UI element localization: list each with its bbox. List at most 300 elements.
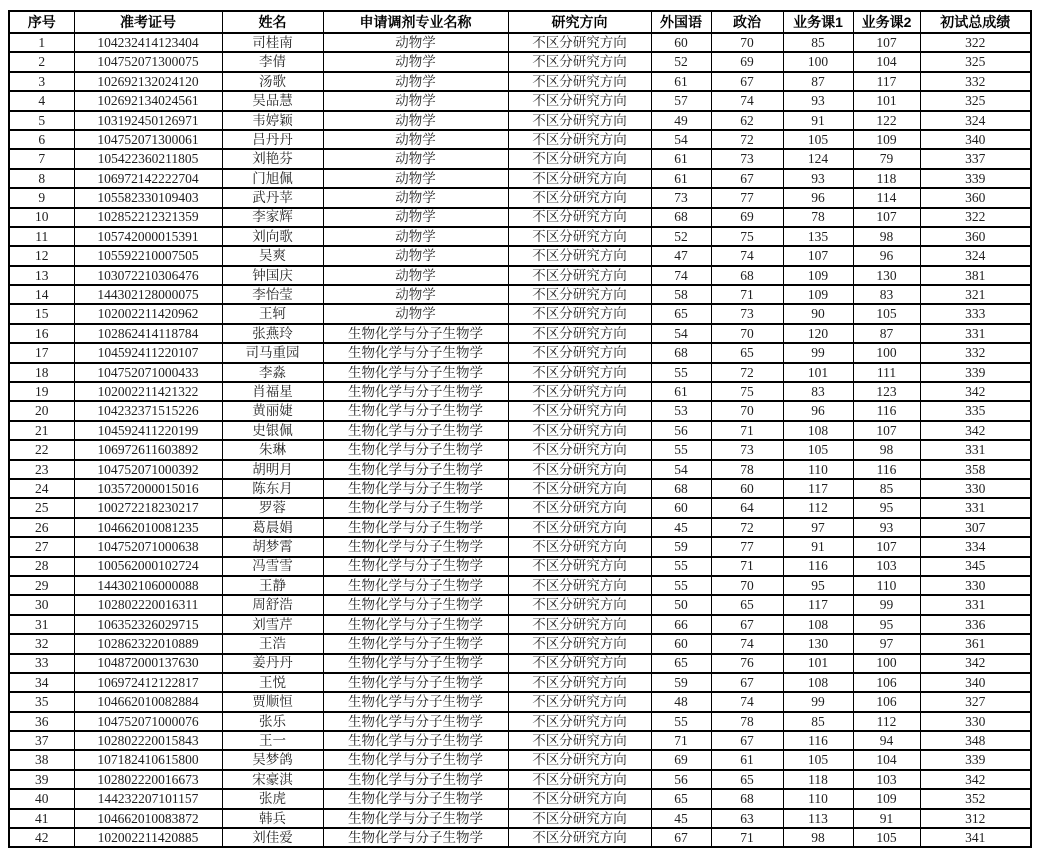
politics-score-cell: 70: [711, 401, 783, 420]
exam-id-cell: 104592411220199: [74, 421, 222, 440]
table-row: [9, 91, 1031, 110]
major-cell: 动物学: [323, 246, 508, 265]
politics-score-cell: 67: [711, 731, 783, 750]
major-cell: 动物学: [323, 91, 508, 110]
name-cell: 司马重园: [222, 343, 323, 362]
course2-score-cell: 123: [853, 382, 920, 401]
foreign-language-score-cell: 55: [651, 557, 711, 576]
major-cell: 生物化学与分子生物学: [323, 421, 508, 440]
research-direction-cell: 不区分研究方向: [508, 809, 651, 828]
major-cell: 生物化学与分子生物学: [323, 712, 508, 731]
course1-score-cell: 110: [783, 789, 853, 808]
course2-score-cell: 97: [853, 634, 920, 653]
table-row: [9, 382, 1031, 401]
course1-score-cell: 107: [783, 246, 853, 265]
course2-score-cell: 114: [853, 188, 920, 207]
research-direction-cell: 不区分研究方向: [508, 72, 651, 91]
name-cell: 张燕玲: [222, 324, 323, 343]
foreign-language-score-cell: 54: [651, 324, 711, 343]
total-score-cell: 339: [920, 169, 1031, 188]
index-cell: 23: [9, 460, 74, 479]
index-cell: 31: [9, 615, 74, 634]
table-row: [9, 208, 1031, 227]
major-cell: 生物化学与分子生物学: [323, 576, 508, 595]
politics-score-cell: 75: [711, 382, 783, 401]
total-score-cell: 342: [920, 654, 1031, 673]
table-row: [9, 188, 1031, 207]
politics-score-cell: 67: [711, 615, 783, 634]
total-score-cell: 342: [920, 421, 1031, 440]
course2-score-cell: 106: [853, 673, 920, 692]
name-cell: 刘佳爱: [222, 828, 323, 847]
course2-score-cell: 109: [853, 789, 920, 808]
major-cell: 动物学: [323, 208, 508, 227]
index-cell: 26: [9, 518, 74, 537]
foreign-language-score-cell: 56: [651, 770, 711, 789]
name-cell: 周舒浩: [222, 595, 323, 614]
politics-score-cell: 72: [711, 518, 783, 537]
exam-id-cell: 103192450126971: [74, 111, 222, 130]
name-cell: 吴品慧: [222, 91, 323, 110]
research-direction-cell: 不区分研究方向: [508, 246, 651, 265]
course1-score-cell: 96: [783, 401, 853, 420]
research-direction-cell: 不区分研究方向: [508, 363, 651, 382]
politics-score-cell: 62: [711, 111, 783, 130]
table-row: [9, 557, 1031, 576]
course1-score-cell: 130: [783, 634, 853, 653]
name-cell: 王一: [222, 731, 323, 750]
total-score-cell: 307: [920, 518, 1031, 537]
exam-id-cell: 104662010082884: [74, 692, 222, 711]
course2-score-cell: 87: [853, 324, 920, 343]
course2-score-cell: 100: [853, 343, 920, 362]
name-cell: 王静: [222, 576, 323, 595]
table-row: [9, 324, 1031, 343]
total-score-cell: 334: [920, 537, 1031, 556]
name-cell: 胡明月: [222, 460, 323, 479]
politics-score-cell: 73: [711, 149, 783, 168]
course2-score-cell: 98: [853, 227, 920, 246]
name-cell: 王轲: [222, 304, 323, 323]
exam-id-cell: 144302106000088: [74, 576, 222, 595]
total-score-cell: 345: [920, 557, 1031, 576]
header-exam-id: 准考证号: [74, 11, 222, 33]
table-row: [9, 421, 1031, 440]
name-cell: 贾顺恒: [222, 692, 323, 711]
major-cell: 动物学: [323, 304, 508, 323]
index-cell: 42: [9, 828, 74, 847]
foreign-language-score-cell: 45: [651, 809, 711, 828]
course2-score-cell: 105: [853, 304, 920, 323]
exam-id-cell: 107182410615800: [74, 750, 222, 769]
table-row: [9, 479, 1031, 498]
course1-score-cell: 117: [783, 595, 853, 614]
exam-id-cell: 100562000102724: [74, 557, 222, 576]
table-row: [9, 149, 1031, 168]
major-cell: 生物化学与分子生物学: [323, 809, 508, 828]
total-score-cell: 381: [920, 266, 1031, 285]
header-total-score: 初试总成绩: [920, 11, 1031, 33]
table-row: [9, 111, 1031, 130]
table-row: [9, 537, 1031, 556]
course2-score-cell: 96: [853, 246, 920, 265]
research-direction-cell: 不区分研究方向: [508, 518, 651, 537]
exam-id-cell: 106972611603892: [74, 440, 222, 459]
name-cell: 吴爽: [222, 246, 323, 265]
total-score-cell: 336: [920, 615, 1031, 634]
major-cell: 生物化学与分子生物学: [323, 440, 508, 459]
name-cell: 吴梦鸽: [222, 750, 323, 769]
foreign-language-score-cell: 54: [651, 130, 711, 149]
name-cell: 罗蓉: [222, 498, 323, 517]
course1-score-cell: 105: [783, 750, 853, 769]
index-cell: 27: [9, 537, 74, 556]
name-cell: 陈东月: [222, 479, 323, 498]
name-cell: 肖福星: [222, 382, 323, 401]
exam-id-cell: 105742000015391: [74, 227, 222, 246]
foreign-language-score-cell: 55: [651, 440, 711, 459]
total-score-cell: 335: [920, 401, 1031, 420]
index-cell: 15: [9, 304, 74, 323]
course1-score-cell: 108: [783, 615, 853, 634]
course1-score-cell: 124: [783, 149, 853, 168]
course2-score-cell: 110: [853, 576, 920, 595]
course2-score-cell: 116: [853, 401, 920, 420]
major-cell: 动物学: [323, 188, 508, 207]
politics-score-cell: 64: [711, 498, 783, 517]
index-cell: 2: [9, 52, 74, 71]
research-direction-cell: 不区分研究方向: [508, 343, 651, 362]
major-cell: 生物化学与分子生物学: [323, 537, 508, 556]
index-cell: 34: [9, 673, 74, 692]
course1-score-cell: 99: [783, 692, 853, 711]
index-cell: 9: [9, 188, 74, 207]
index-cell: 7: [9, 149, 74, 168]
total-score-cell: 312: [920, 809, 1031, 828]
research-direction-cell: 不区分研究方向: [508, 712, 651, 731]
politics-score-cell: 75: [711, 227, 783, 246]
name-cell: 王悦: [222, 673, 323, 692]
major-cell: 生物化学与分子生物学: [323, 363, 508, 382]
research-direction-cell: 不区分研究方向: [508, 731, 651, 750]
header-course2: 业务课2: [853, 11, 920, 33]
politics-score-cell: 65: [711, 595, 783, 614]
research-direction-cell: 不区分研究方向: [508, 770, 651, 789]
politics-score-cell: 65: [711, 343, 783, 362]
politics-score-cell: 70: [711, 324, 783, 343]
major-cell: 生物化学与分子生物学: [323, 770, 508, 789]
index-cell: 8: [9, 169, 74, 188]
research-direction-cell: 不区分研究方向: [508, 789, 651, 808]
table-row: [9, 809, 1031, 828]
politics-score-cell: 69: [711, 208, 783, 227]
exam-id-cell: 102862322010889: [74, 634, 222, 653]
index-cell: 29: [9, 576, 74, 595]
major-cell: 生物化学与分子生物学: [323, 595, 508, 614]
total-score-cell: 324: [920, 111, 1031, 130]
course1-score-cell: 118: [783, 770, 853, 789]
score-table-body: [9, 33, 1031, 847]
table-row: [9, 770, 1031, 789]
header-index: 序号: [9, 11, 74, 33]
course1-score-cell: 85: [783, 33, 853, 52]
index-cell: 20: [9, 401, 74, 420]
index-cell: 37: [9, 731, 74, 750]
exam-id-cell: 104662010081235: [74, 518, 222, 537]
exam-id-cell: 106352326029715: [74, 615, 222, 634]
major-cell: 生物化学与分子生物学: [323, 557, 508, 576]
table-row: [9, 595, 1031, 614]
course2-score-cell: 85: [853, 479, 920, 498]
course1-score-cell: 116: [783, 557, 853, 576]
table-row: [9, 227, 1031, 246]
name-cell: 黄丽婕: [222, 401, 323, 420]
course2-score-cell: 109: [853, 130, 920, 149]
total-score-cell: 332: [920, 343, 1031, 362]
major-cell: 生物化学与分子生物学: [323, 479, 508, 498]
politics-score-cell: 65: [711, 770, 783, 789]
politics-score-cell: 74: [711, 91, 783, 110]
politics-score-cell: 72: [711, 363, 783, 382]
name-cell: 刘艳芬: [222, 149, 323, 168]
foreign-language-score-cell: 65: [651, 654, 711, 673]
course2-score-cell: 79: [853, 149, 920, 168]
course2-score-cell: 117: [853, 72, 920, 91]
index-cell: 10: [9, 208, 74, 227]
exam-id-cell: 102692134024561: [74, 91, 222, 110]
foreign-language-score-cell: 56: [651, 421, 711, 440]
name-cell: 朱琳: [222, 440, 323, 459]
index-cell: 40: [9, 789, 74, 808]
politics-score-cell: 73: [711, 304, 783, 323]
course1-score-cell: 93: [783, 91, 853, 110]
name-cell: 胡梦霄: [222, 537, 323, 556]
score-table: [8, 10, 1032, 848]
total-score-cell: 348: [920, 731, 1031, 750]
total-score-cell: 352: [920, 789, 1031, 808]
table-row: [9, 169, 1031, 188]
course2-score-cell: 94: [853, 731, 920, 750]
course1-score-cell: 93: [783, 169, 853, 188]
politics-score-cell: 76: [711, 654, 783, 673]
course1-score-cell: 109: [783, 266, 853, 285]
course1-score-cell: 101: [783, 363, 853, 382]
foreign-language-score-cell: 53: [651, 401, 711, 420]
total-score-cell: 325: [920, 52, 1031, 71]
table-row: [9, 712, 1031, 731]
foreign-language-score-cell: 69: [651, 750, 711, 769]
politics-score-cell: 67: [711, 72, 783, 91]
politics-score-cell: 70: [711, 576, 783, 595]
total-score-cell: 341: [920, 828, 1031, 847]
politics-score-cell: 70: [711, 33, 783, 52]
foreign-language-score-cell: 74: [651, 266, 711, 285]
total-score-cell: 358: [920, 460, 1031, 479]
course1-score-cell: 87: [783, 72, 853, 91]
major-cell: 生物化学与分子生物学: [323, 731, 508, 750]
name-cell: 王浩: [222, 634, 323, 653]
course1-score-cell: 91: [783, 111, 853, 130]
name-cell: 李家辉: [222, 208, 323, 227]
table-row: [9, 692, 1031, 711]
total-score-cell: 361: [920, 634, 1031, 653]
exam-id-cell: 104752071300075: [74, 52, 222, 71]
course2-score-cell: 106: [853, 692, 920, 711]
research-direction-cell: 不区分研究方向: [508, 692, 651, 711]
foreign-language-score-cell: 54: [651, 460, 711, 479]
politics-score-cell: 68: [711, 266, 783, 285]
politics-score-cell: 69: [711, 52, 783, 71]
research-direction-cell: 不区分研究方向: [508, 498, 651, 517]
total-score-cell: 331: [920, 498, 1031, 517]
research-direction-cell: 不区分研究方向: [508, 750, 651, 769]
exam-id-cell: 102802220016311: [74, 595, 222, 614]
exam-id-cell: 102002211421322: [74, 382, 222, 401]
politics-score-cell: 63: [711, 809, 783, 828]
course1-score-cell: 110: [783, 460, 853, 479]
major-cell: 动物学: [323, 33, 508, 52]
exam-id-cell: 105582330109403: [74, 188, 222, 207]
index-cell: 11: [9, 227, 74, 246]
total-score-cell: 330: [920, 479, 1031, 498]
exam-id-cell: 104662010083872: [74, 809, 222, 828]
index-cell: 41: [9, 809, 74, 828]
index-cell: 21: [9, 421, 74, 440]
major-cell: 生物化学与分子生物学: [323, 382, 508, 401]
foreign-language-score-cell: 52: [651, 52, 711, 71]
total-score-cell: 327: [920, 692, 1031, 711]
table-row: [9, 363, 1031, 382]
table-row: [9, 304, 1031, 323]
course1-score-cell: 95: [783, 576, 853, 595]
index-cell: 19: [9, 382, 74, 401]
course2-score-cell: 100: [853, 654, 920, 673]
exam-id-cell: 102692132024120: [74, 72, 222, 91]
exam-id-cell: 104232414123404: [74, 33, 222, 52]
course1-score-cell: 116: [783, 731, 853, 750]
course1-score-cell: 112: [783, 498, 853, 517]
header-research-direction: 研究方向: [508, 11, 651, 33]
table-row: [9, 498, 1031, 517]
exam-id-cell: 102862414118784: [74, 324, 222, 343]
major-cell: 生物化学与分子生物学: [323, 634, 508, 653]
index-cell: 25: [9, 498, 74, 517]
table-row: [9, 266, 1031, 285]
course2-score-cell: 111: [853, 363, 920, 382]
course1-score-cell: 113: [783, 809, 853, 828]
index-cell: 38: [9, 750, 74, 769]
table-row: [9, 460, 1031, 479]
total-score-cell: 337: [920, 149, 1031, 168]
research-direction-cell: 不区分研究方向: [508, 266, 651, 285]
research-direction-cell: 不区分研究方向: [508, 33, 651, 52]
table-row: [9, 634, 1031, 653]
table-row: [9, 518, 1031, 537]
major-cell: 生物化学与分子生物学: [323, 324, 508, 343]
research-direction-cell: 不区分研究方向: [508, 479, 651, 498]
index-cell: 30: [9, 595, 74, 614]
total-score-cell: 331: [920, 595, 1031, 614]
exam-id-cell: 104752071000433: [74, 363, 222, 382]
index-cell: 4: [9, 91, 74, 110]
index-cell: 18: [9, 363, 74, 382]
exam-id-cell: 100272218230217: [74, 498, 222, 517]
course1-score-cell: 85: [783, 712, 853, 731]
research-direction-cell: 不区分研究方向: [508, 91, 651, 110]
exam-id-cell: 102802220016673: [74, 770, 222, 789]
total-score-cell: 339: [920, 363, 1031, 382]
major-cell: 生物化学与分子生物学: [323, 343, 508, 362]
exam-id-cell: 104872000137630: [74, 654, 222, 673]
table-row: [9, 440, 1031, 459]
course1-score-cell: 135: [783, 227, 853, 246]
index-cell: 13: [9, 266, 74, 285]
index-cell: 39: [9, 770, 74, 789]
header-row: [9, 11, 1031, 33]
index-cell: 33: [9, 654, 74, 673]
foreign-language-score-cell: 68: [651, 343, 711, 362]
politics-score-cell: 72: [711, 130, 783, 149]
foreign-language-score-cell: 58: [651, 285, 711, 304]
research-direction-cell: 不区分研究方向: [508, 557, 651, 576]
exam-id-cell: 105592210007505: [74, 246, 222, 265]
name-cell: 韦婷颖: [222, 111, 323, 130]
research-direction-cell: 不区分研究方向: [508, 460, 651, 479]
course1-score-cell: 100: [783, 52, 853, 71]
table-row: [9, 401, 1031, 420]
name-cell: 李淼: [222, 363, 323, 382]
course1-score-cell: 109: [783, 285, 853, 304]
total-score-cell: 360: [920, 188, 1031, 207]
foreign-language-score-cell: 60: [651, 498, 711, 517]
research-direction-cell: 不区分研究方向: [508, 208, 651, 227]
exam-id-cell: 102802220015843: [74, 731, 222, 750]
research-direction-cell: 不区分研究方向: [508, 615, 651, 634]
course1-score-cell: 108: [783, 673, 853, 692]
table-row: [9, 246, 1031, 265]
foreign-language-score-cell: 67: [651, 828, 711, 847]
foreign-language-score-cell: 55: [651, 576, 711, 595]
foreign-language-score-cell: 61: [651, 169, 711, 188]
course1-score-cell: 83: [783, 382, 853, 401]
total-score-cell: 340: [920, 673, 1031, 692]
course2-score-cell: 118: [853, 169, 920, 188]
foreign-language-score-cell: 50: [651, 595, 711, 614]
foreign-language-score-cell: 68: [651, 208, 711, 227]
course2-score-cell: 107: [853, 33, 920, 52]
name-cell: 门旭佩: [222, 169, 323, 188]
course1-score-cell: 98: [783, 828, 853, 847]
name-cell: 宋豪淇: [222, 770, 323, 789]
course2-score-cell: 104: [853, 750, 920, 769]
table-row: [9, 673, 1031, 692]
politics-score-cell: 77: [711, 188, 783, 207]
major-cell: 动物学: [323, 227, 508, 246]
index-cell: 36: [9, 712, 74, 731]
major-cell: 动物学: [323, 285, 508, 304]
index-cell: 16: [9, 324, 74, 343]
major-cell: 动物学: [323, 52, 508, 71]
research-direction-cell: 不区分研究方向: [508, 537, 651, 556]
name-cell: 钟国庆: [222, 266, 323, 285]
major-cell: 生物化学与分子生物学: [323, 460, 508, 479]
major-cell: 动物学: [323, 72, 508, 91]
header-politics: 政治: [711, 11, 783, 33]
foreign-language-score-cell: 49: [651, 111, 711, 130]
table-row: [9, 52, 1031, 71]
foreign-language-score-cell: 68: [651, 479, 711, 498]
exam-id-cell: 104752071300061: [74, 130, 222, 149]
